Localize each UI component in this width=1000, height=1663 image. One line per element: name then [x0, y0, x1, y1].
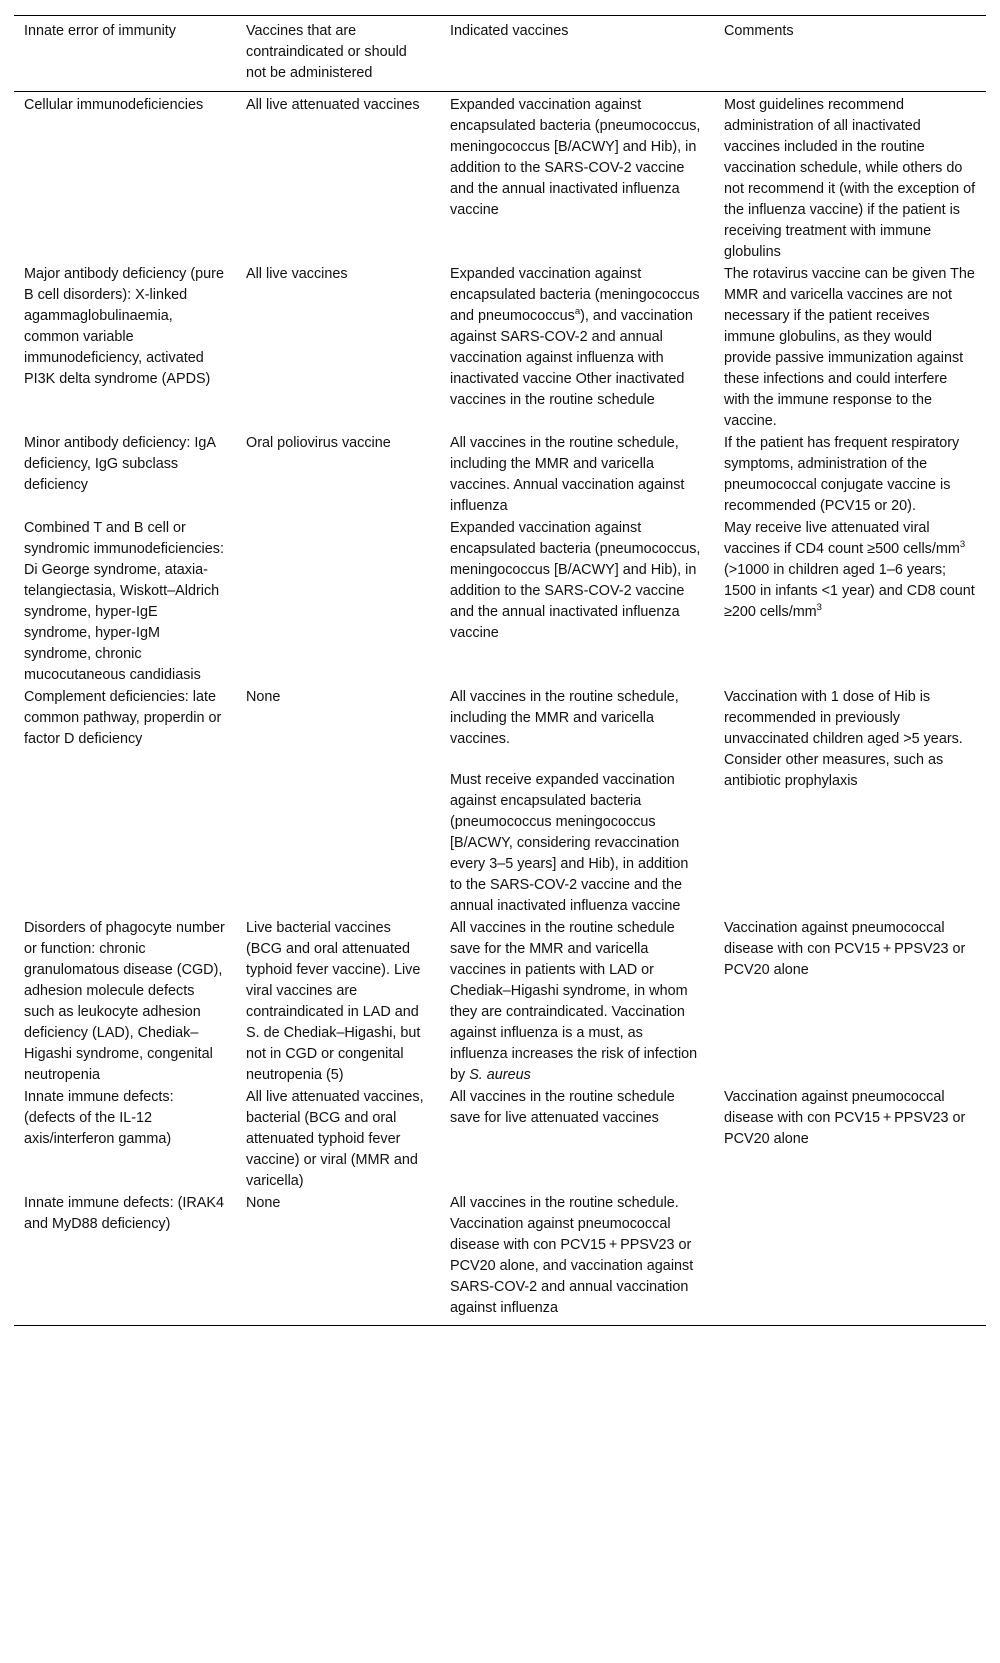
cell-paragraph: Vaccination with 1 dose of Hib is recommended in previously unvaccinated children aged >5 years. [724, 689, 963, 747]
table-row [14, 517, 986, 686]
cell-text: (>1000 in children aged 1–6 years; 1500 in infants <1 year) and CD8 count ≥200 cells/mm [724, 562, 975, 620]
table-row [14, 1086, 986, 1192]
cell-contraindicated: All live attenuated vaccines, bacterial (BCG and oral attenuated typhoid fever vaccine) or viral (MMR and varicella) [246, 1089, 424, 1189]
cell-indicated: Expanded vaccination against encapsulated bacteria (pneumococcus, meningococcus [B/ACWY] and Hib), in addition to the SARS-COV-2 vaccine and the annual inactivated influenza vaccine [450, 97, 701, 218]
cell-innate-error: Complement deficiencies: late common pathway, properdin or factor D deficiency [24, 689, 222, 747]
cell-contraindicated [236, 517, 440, 686]
cell-contraindicated: All live attenuated vaccines [246, 97, 420, 113]
cell-contraindicated: All live vaccines [246, 266, 348, 282]
table-header [14, 16, 986, 92]
header-row [14, 16, 986, 92]
table-row [14, 917, 986, 1086]
cell-contraindicated: Live bacterial vaccines (BCG and oral attenuated typhoid fever vaccine). Live viral vaccines are contraindicated in LAD and S. de Chediak–Higashi, but not in CGD or congenital neutropenia (5) [246, 920, 421, 1083]
vaccination-table [14, 15, 986, 1326]
cell-indicated [440, 263, 714, 432]
cell-comments: If the patient has frequent respiratory symptoms, administration of the pneumococcal conjugate vaccine is recommended (PCV15 or 20). [724, 435, 960, 514]
cell-innate-error: Innate immune defects: (IRAK4 and MyD88 deficiency) [24, 1195, 224, 1232]
cell-comments: The rotavirus vaccine can be given The MMR and varicella vaccines are not necessary if the patient receives immune globulins, as they would provide passive immunization against these infections and could interfere with the immune response to the vaccine. [724, 266, 975, 429]
cell-text: ), and vaccination against SARS-COV-2 and annual vaccination against influenza with inactivated vaccine Other inactivated vaccines in the routine schedule [450, 308, 693, 408]
vaccination-table-page [14, 15, 986, 1326]
cell-text: All vaccines in the routine schedule save for the MMR and varicella vaccines in patients with LAD or Chediak–Higashi syndrome, in whom they are contraindicated. Vaccination against influenza is a must, as influenza increases the risk of infection by [450, 920, 698, 1083]
cell-contraindicated: None [246, 689, 281, 705]
species-name: S. aureus [469, 1067, 531, 1083]
cell-paragraph: All vaccines in the routine schedule, including the MMR and varicella vaccines. [450, 689, 679, 747]
cell-indicated [440, 686, 714, 917]
superscript: 3 [959, 539, 966, 551]
cell-comments: Vaccination against pneumococcal disease with con PCV15 + PPSV23 or PCV20 alone [724, 1089, 966, 1147]
cell-indicated [440, 917, 714, 1086]
cell-indicated: All vaccines in the routine schedule save for live attenuated vaccines [450, 1089, 675, 1126]
table-row [14, 686, 986, 917]
cell-innate-error: Disorders of phagocyte number or function: chronic granulomatous disease (CGD), adhesion molecule defects such as leukocyte adhesion deficiency (LAD), Chediak–Higashi syndrome, congenital neutropenia [24, 920, 225, 1083]
cell-indicated: Expanded vaccination against encapsulated bacteria (pneumococcus, meningococcus [B/ACWY] and Hib), in addition to the SARS-COV-2 vaccine and the annual inactivated influenza vaccine [450, 520, 701, 641]
header-indicated: Indicated vaccines [450, 23, 569, 39]
cell-contraindicated: Oral poliovirus vaccine [246, 435, 391, 451]
cell-text: Expanded vaccination against encapsulated bacteria (meningococcus and pneumococcus [450, 266, 700, 324]
cell-indicated: All vaccines in the routine schedule, including the MMR and varicella vaccines. Annual vaccination against influenza [450, 435, 685, 514]
cell-innate-error: Major antibody deficiency (pure B cell disorders): X-linked agammaglobulinaemia, common variable immunodeficiency, activated PI3K delta syndrome (APDS) [24, 266, 224, 387]
cell-innate-error: Combined T and B cell or syndromic immunodeficiencies: Di George syndrome, ataxia-telangiectasia, Wiskott–Aldrich syndrome, hyper-IgE syndrome, hyper-IgM syndrome, chronic mucocutaneous candidiasis [24, 520, 224, 683]
table-row [14, 432, 986, 517]
cell-innate-error: Innate immune defects: (defects of the IL-12 axis/interferon gamma) [24, 1089, 174, 1147]
header-innate-error: Innate error of immunity [24, 23, 176, 39]
cell-comments: Most guidelines recommend administration of all inactivated vaccines included in the routine vaccination schedule, while others do not recommend it (with the exception of the influenza vaccine) if the patient is receiving treatment with immune globulins [724, 97, 976, 260]
cell-comments [714, 686, 986, 917]
superscript: 3 [816, 602, 822, 614]
cell-comments [714, 517, 986, 686]
header-comments: Comments [724, 23, 794, 39]
header-contraindicated: Vaccines that are contraindicated or should not be administered [246, 23, 407, 81]
cell-innate-error: Cellular immunodeficiencies [24, 97, 204, 113]
cell-text: May receive live attenuated viral vaccines if CD4 count ≥500 cells/mm [724, 520, 960, 557]
table-row [14, 1192, 986, 1326]
cell-paragraph: Consider other measures, such as antibiotic prophylaxis [724, 752, 944, 789]
table-row [14, 92, 986, 264]
cell-comments: Vaccination against pneumococcal disease with con PCV15 + PPSV23 or PCV20 alone [724, 920, 966, 978]
cell-comments [714, 1192, 986, 1326]
cell-innate-error: Minor antibody deficiency: IgA deficiency, IgG subclass deficiency [24, 435, 216, 493]
table-body [14, 92, 986, 1326]
cell-paragraph: Must receive expanded vaccination against encapsulated bacteria (pneumococcus meningococcus [B/ACWY, considering revaccination every 3–5 years] and Hib), in addition to the SARS-COV-2 vaccine and the annual inactivated influenza vaccine [450, 772, 689, 914]
footnote-marker: a [574, 306, 581, 318]
table-row [14, 263, 986, 432]
cell-indicated: All vaccines in the routine schedule. Vaccination against pneumococcal disease with con PCV15 + PPSV23 or PCV20 alone, and vaccination against SARS-COV-2 and annual vaccination against influenza [450, 1195, 694, 1316]
cell-contraindicated: None [246, 1195, 281, 1211]
